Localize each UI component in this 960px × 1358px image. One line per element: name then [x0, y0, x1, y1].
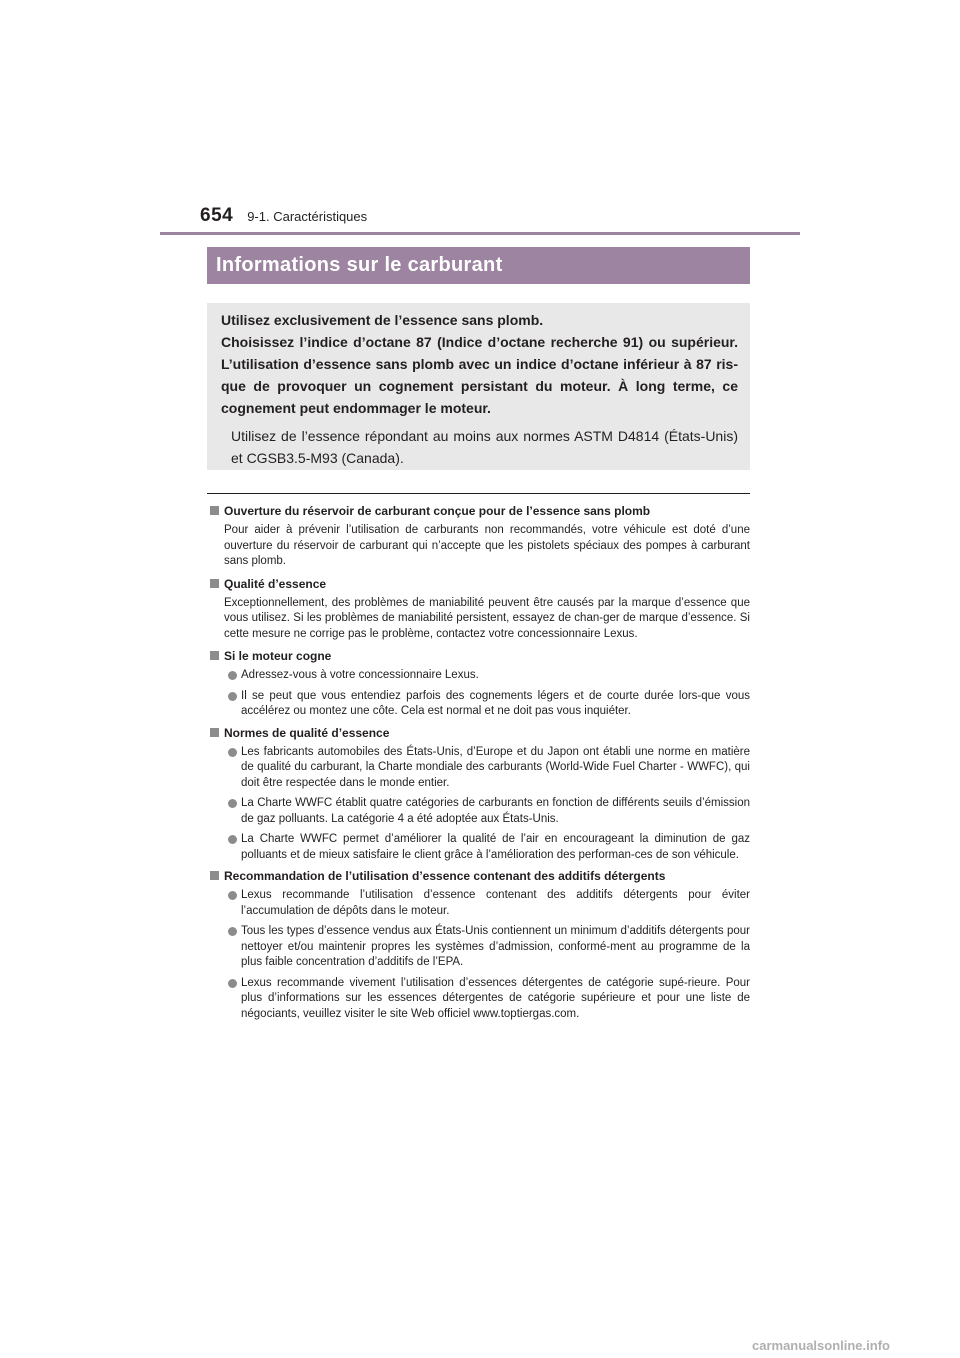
square-bullet-icon — [210, 579, 219, 588]
circle-bullet-icon — [228, 927, 237, 936]
square-bullet-icon — [210, 871, 219, 880]
circle-bullet-icon — [228, 799, 237, 808]
list-item: Tous les types d’essence vendus aux États-Unis contiennent un minimum d’additifs détergents pour nettoyer et/ou maintenir propres les systèmes d’admission, conformé-ment au programme de la plus faible concentration d’additifs de l’EPA. — [228, 924, 750, 971]
section-label: 9-1. Caractéristiques — [247, 209, 368, 224]
section-heading: Qualité d’essence — [210, 576, 750, 592]
circle-bullet-icon — [228, 692, 237, 701]
circle-bullet-icon — [228, 671, 237, 680]
list-item: Il se peut que vous entendiez parfois des cognements légers et de courte durée lors-que vous accélérez ou montez une côte. Cela est normal et ne doit pas vous inquiéter. — [228, 689, 750, 720]
section-heading: Normes de qualité d’essence — [210, 725, 750, 741]
circle-bullet-icon — [228, 835, 237, 844]
footer-watermark: carmanualsonline.info — [752, 1338, 890, 1353]
square-bullet-icon — [210, 506, 219, 515]
section-paragraph: Exceptionnellement, des problèmes de maniabilité peuvent être causés par la marque d’essence que vous utilisez. Si les problèmes de maniabilité persistent, essayez de chan-ger de marque d’essence. Si cette mesure ne corrige pas le problème, contactez votre concessionnaire Lexus. — [224, 596, 750, 640]
section-paragraph: Pour aider à prévenir l’utilisation de carburants non recommandés, votre véhicule est doté d’une ouverture du réservoir de carburant qui n’accepte que les pistolets spéciaux des pompes à carburant sans plomb. — [224, 524, 750, 567]
divider — [207, 493, 750, 494]
list-item: La Charte WWFC établit quatre catégories de carburants en fonction de différents seuils d’émission de gaz polluants. La catégorie 4 a été adoptée aux États-Unis. — [228, 796, 750, 827]
circle-bullet-icon — [228, 748, 237, 757]
page-header — [200, 205, 367, 235]
intro-warning — [221, 309, 738, 419]
header-rule — [160, 232, 800, 235]
intro-note: Utilisez de l’essence répondant au moins aux normes ASTM D4814 (États-Unis) et CGSB3.5-M93 (Canada). — [231, 428, 738, 466]
square-bullet-icon — [210, 728, 219, 737]
circle-bullet-icon — [228, 979, 237, 988]
circle-bullet-icon — [228, 891, 237, 900]
list-item: Lexus recommande vivement l’utilisation d’essences détergentes de catégorie supé-rieure. Pour plus d’informations sur les essences détergentes de catégorie supérieure et pour une liste de négociants, veuillez visiter le site Web officiel www.toptiergas.com. — [228, 976, 750, 1023]
section-heading: Ouverture du réservoir de carburant conçue pour de l’essence sans plomb — [210, 503, 750, 519]
list-item: Lexus recommande l’utilisation d’essence contenant des additifs détergents pour éviter l’accumulation de dépôts dans le moteur. — [228, 888, 750, 919]
section-heading: Si le moteur cogne — [210, 648, 750, 664]
page-number: 654 — [200, 205, 234, 226]
list-item: Les fabricants automobiles des États-Unis, d’Europe et du Japon ont établi une norme en matière de qualité du carburant, la Charte mondiale des carburants (World-Wide Fuel Charter - WWFC), qui doit être respectée dans le monde entier. — [228, 745, 750, 792]
list-item: La Charte WWFC permet d’améliorer la qualité de l’air en encourageant la diminution de gaz polluants et de mieux satisfaire le client grâce à l’amélioration des performan-ces de son véhicule. — [228, 832, 750, 863]
intro-line: Utilisez exclusivement de l’essence sans plomb. — [221, 312, 544, 328]
intro-box — [207, 303, 750, 470]
square-bullet-icon — [210, 651, 219, 660]
content-body — [210, 503, 750, 1027]
intro-line: Choisissez l’indice d’octane 87 (Indice d’octane recherche 91) ou supérieur. L’utilisation d’essence sans plomb avec un indice d’octane inférieur à 87 ris-que de provoquer un cognement persistant du moteur. À long terme, ce cognement peut endommager le moteur. — [221, 334, 738, 416]
list-item: Adressez-vous à votre concessionnaire Lexus. — [228, 668, 750, 684]
page-title: Informations sur le carburant — [207, 247, 750, 284]
section-heading: Recommandation de l’utilisation d’essence contenant des additifs détergents — [210, 868, 750, 884]
